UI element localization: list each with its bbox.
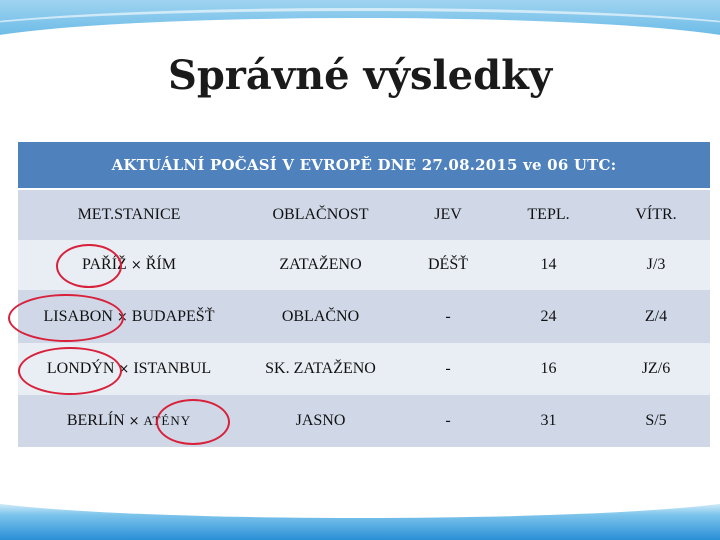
vitr-cell: Z/4 xyxy=(602,290,710,343)
tepl-cell: 16 xyxy=(495,343,602,395)
table-row xyxy=(18,240,710,290)
table-row xyxy=(18,290,710,343)
station-city-b: ISTANBUL xyxy=(133,360,212,377)
station-cell xyxy=(18,290,240,343)
bottom-decorative-band xyxy=(0,498,720,540)
column-header-station: MET.STANICE xyxy=(18,190,240,240)
slide-title: Správné výsledky xyxy=(167,52,553,99)
station-city-a: LISABON xyxy=(43,307,113,325)
tepl-cell: 14 xyxy=(495,240,602,290)
column-header-tepl: TEPL. xyxy=(495,190,602,240)
station-city-a: PAŘÍŽ xyxy=(82,256,127,273)
jev-cell: - xyxy=(401,343,495,395)
vitr-cell: JZ/6 xyxy=(602,343,710,395)
station-city-b: ŘÍM xyxy=(145,256,176,273)
cloud-cell: SK. ZATAŽENO xyxy=(240,343,401,395)
table-row xyxy=(18,343,710,395)
versus-symbol: × xyxy=(130,258,142,273)
jev-cell: DÉŠŤ xyxy=(401,240,495,290)
station-city-b: ATÉNY xyxy=(143,413,192,428)
versus-symbol: × xyxy=(128,414,140,429)
column-header-cloud: OBLAČNOST xyxy=(240,190,401,240)
versus-symbol: × xyxy=(116,309,128,325)
bottom-wave-shape xyxy=(0,498,720,518)
station-cell xyxy=(18,240,240,290)
vitr-cell: J/3 xyxy=(602,240,710,290)
station-cell xyxy=(18,343,240,395)
column-header-vitr: VÍTR. xyxy=(602,190,710,240)
cloud-cell: ZATAŽENO xyxy=(240,240,401,290)
weather-table xyxy=(18,190,710,447)
tepl-cell: 31 xyxy=(495,395,602,447)
table-row xyxy=(18,395,710,447)
column-header-jev: JEV xyxy=(401,190,495,240)
table-caption: AKTUÁLNÍ POČASÍ V EVROPĚ DNE 27.08.2015 ve 06 UTC: xyxy=(111,156,617,174)
station-city-b: BUDAPEŠŤ xyxy=(131,307,215,325)
versus-symbol: × xyxy=(118,362,130,377)
table-header-row xyxy=(18,190,710,240)
cloud-cell: JASNO xyxy=(240,395,401,447)
jev-cell: - xyxy=(401,395,495,447)
cloud-cell: OBLAČNO xyxy=(240,290,401,343)
station-city-a: LONDÝN xyxy=(46,360,115,377)
station-cell xyxy=(18,395,240,447)
station-city-a: BERLÍN xyxy=(66,412,125,429)
tepl-cell: 24 xyxy=(495,290,602,343)
table-caption-bar xyxy=(18,142,710,188)
vitr-cell: S/5 xyxy=(602,395,710,447)
jev-cell: - xyxy=(401,290,495,343)
